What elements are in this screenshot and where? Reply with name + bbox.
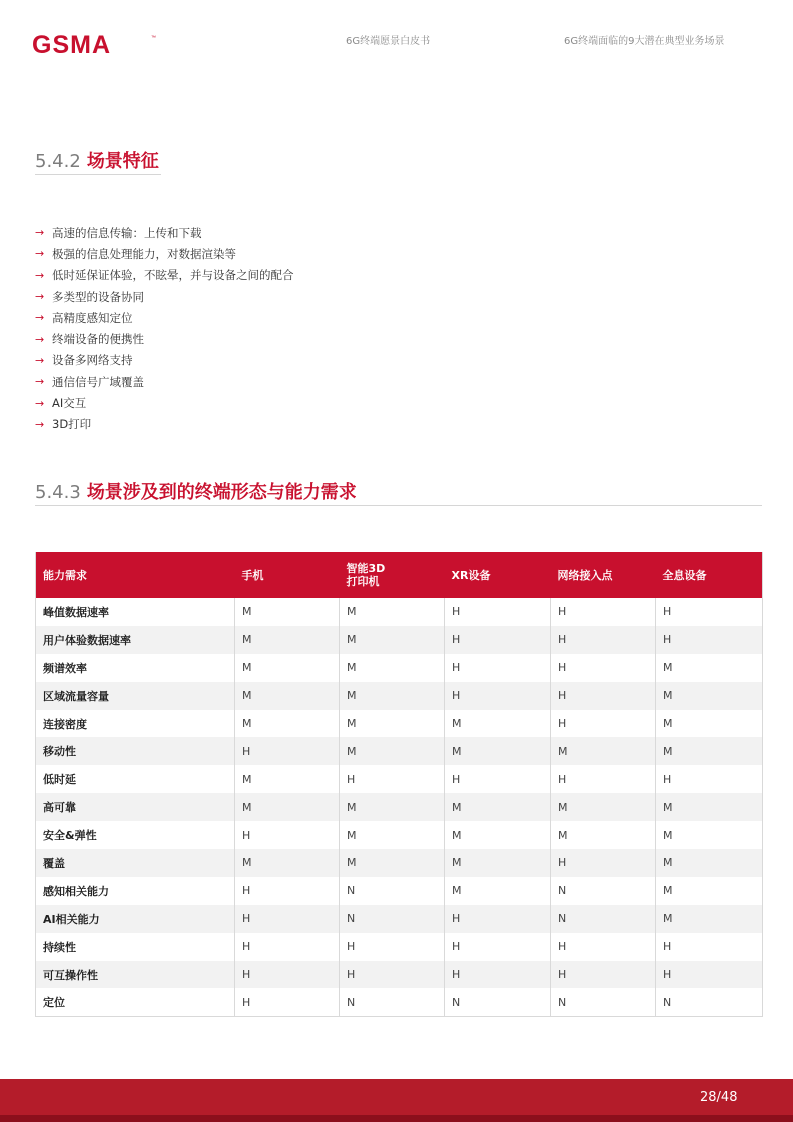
rating-cell: M <box>235 654 340 682</box>
rating-cell: N <box>551 905 656 933</box>
list-item: → AI交互 <box>35 396 87 411</box>
rating-cell: M <box>656 682 763 710</box>
row-label-cell: 定位 <box>36 988 235 1016</box>
rating-cell: M <box>445 793 551 821</box>
running-title-left: 6G终端愿景白皮书 <box>346 36 431 47</box>
row-label-cell: 感知相关能力 <box>36 877 235 905</box>
rating-cell: M <box>656 849 763 877</box>
table-row <box>36 765 763 793</box>
rating-cell: N <box>551 988 656 1016</box>
row-label-cell: 覆盖 <box>36 849 235 877</box>
rating-cell: H <box>340 961 445 989</box>
arrow-right-icon: → <box>35 375 45 389</box>
rating-cell: H <box>656 961 763 989</box>
rating-cell: H <box>551 710 656 738</box>
rating-cell: M <box>445 877 551 905</box>
rating-cell: M <box>663 884 673 898</box>
list-item: → 低时延保证体验，不眩晕，并与设备之间的配合 <box>35 268 294 283</box>
rating-cell: H <box>551 849 656 877</box>
rating-cell: M <box>235 626 340 654</box>
running-title-right: 6G终端面临的9大潜在典型业务场景 <box>564 36 725 47</box>
table-body <box>36 598 763 1017</box>
rating-cell: H <box>235 961 340 989</box>
row-label-cell: 持续性 <box>36 933 235 961</box>
rating-cell: M <box>340 710 445 738</box>
rating-cell: M <box>656 737 763 765</box>
rating-cell: M <box>445 710 551 738</box>
table-row <box>36 849 763 877</box>
rating-cell: H <box>235 905 340 933</box>
arrow-right-icon: → <box>35 417 45 431</box>
rating-cell: M <box>340 793 445 821</box>
page-number: 28/48 <box>700 1090 738 1105</box>
rating-cell: H <box>551 961 656 989</box>
rating-cell: N <box>340 877 445 905</box>
rating-cell: M <box>340 821 445 849</box>
list-item: → 极强的信息处理能力，对数据渲染等 <box>35 246 236 261</box>
table-row <box>36 737 763 765</box>
arrow-right-icon: → <box>35 226 45 240</box>
rating-cell: H <box>445 961 551 989</box>
rating-cell: M <box>340 598 445 626</box>
rating-cell: H <box>551 626 656 654</box>
rating-cell: M <box>656 793 763 821</box>
row-label-cell: 移动性 <box>36 737 235 765</box>
rating-cell: M <box>235 598 340 626</box>
rating-cell: M <box>340 626 445 654</box>
rating-cell: H <box>445 905 551 933</box>
row-label-cell: 频谱效率 <box>36 654 235 682</box>
row-label-cell: 连接密度 <box>36 710 235 738</box>
rating-cell: M <box>551 737 656 765</box>
rating-cell: N <box>551 877 656 905</box>
list-item: → 多类型的设备协同 <box>35 289 144 304</box>
rating-cell: M <box>656 905 763 933</box>
heading-underline <box>35 174 161 175</box>
row-label-cell: 峰值数据速率 <box>36 598 235 626</box>
rating-cell: H <box>663 605 672 619</box>
rating-cell: M <box>551 821 656 849</box>
arrow-right-icon: → <box>35 311 45 325</box>
row-label-cell: 区域流量容量 <box>36 682 235 710</box>
arrow-right-icon: → <box>35 290 45 304</box>
rating-cell: M <box>235 793 340 821</box>
table-header-cell: 智能3D 打印机 <box>340 552 445 598</box>
gsma-logo-text: GSMA <box>32 31 111 59</box>
list-item: → 高精度感知定位 <box>35 310 133 325</box>
rating-cell: M <box>445 737 551 765</box>
rating-cell: H <box>235 877 340 905</box>
rating-cell: M <box>235 682 340 710</box>
table-row <box>36 821 763 849</box>
rating-cell: M <box>340 849 445 877</box>
rating-cell: H <box>551 654 656 682</box>
heading-underline <box>35 505 762 506</box>
rating-cell: N <box>340 905 445 933</box>
row-label-cell: 可互操作性 <box>36 961 235 989</box>
rating-cell: N <box>656 988 763 1016</box>
table-row <box>36 793 763 821</box>
table-header-cell: 全息设备 <box>656 552 763 598</box>
rating-cell: H <box>445 933 551 961</box>
rating-cell: M <box>235 710 340 738</box>
row-label-cell: AI相关能力 <box>36 905 235 933</box>
row-label-cell: 低时延 <box>36 765 235 793</box>
rating-cell: M <box>663 717 673 730</box>
arrow-right-icon: → <box>35 268 45 282</box>
arrow-right-icon: → <box>35 247 45 261</box>
rating-cell: H <box>340 933 445 961</box>
rating-cell: M <box>663 828 673 842</box>
table-header-row <box>36 552 763 598</box>
rating-cell: H <box>445 654 551 682</box>
section-title: 场景特征 <box>86 151 159 172</box>
table-row <box>36 682 763 710</box>
capability-requirements-table <box>35 552 763 1017</box>
section-number: 5.4.2 <box>35 151 81 172</box>
arrow-right-icon: → <box>35 353 45 367</box>
row-label-cell: 用户体验数据速率 <box>36 626 235 654</box>
list-item: → 3D打印 <box>35 417 92 432</box>
table-row <box>36 933 763 961</box>
rating-cell: H <box>235 821 340 849</box>
rating-cell: H <box>551 933 656 961</box>
rating-cell: H <box>663 940 672 954</box>
rating-cell: H <box>656 626 763 654</box>
arrow-right-icon: → <box>35 332 45 346</box>
table-header-cell: 能力需求 <box>36 552 235 598</box>
trademark-symbol: ™ <box>151 35 156 41</box>
list-item: → 终端设备的便携性 <box>35 332 144 347</box>
list-item: → 设备多网络支持 <box>35 353 133 368</box>
rating-cell: M <box>340 654 445 682</box>
rating-cell: M <box>235 765 340 793</box>
rating-cell: H <box>551 765 656 793</box>
table-row <box>36 988 763 1016</box>
table-header-cell: 网络接入点 <box>551 552 656 598</box>
table-header-cell: XR设备 <box>445 552 551 598</box>
arrow-right-icon: → <box>35 396 45 410</box>
rating-cell: H <box>340 765 445 793</box>
rating-cell: H <box>445 626 551 654</box>
rating-cell: H <box>551 598 656 626</box>
gsma-logo <box>32 28 162 60</box>
list-item: → 高速的信息传输：上传和下载 <box>35 225 202 240</box>
table-row <box>36 710 763 738</box>
footer-strip <box>0 1115 793 1122</box>
table-row <box>36 654 763 682</box>
rating-cell: M <box>340 682 445 710</box>
rating-cell: N <box>445 988 551 1016</box>
table-row <box>36 626 763 654</box>
rating-cell: M <box>235 849 340 877</box>
table-row <box>36 598 763 626</box>
rating-cell: H <box>445 598 551 626</box>
scenario-features-list <box>35 222 294 435</box>
rating-cell: M <box>663 661 673 675</box>
table-header-cell: 手机 <box>235 552 340 598</box>
table-row <box>36 961 763 989</box>
rating-cell: H <box>235 988 340 1016</box>
rating-cell: H <box>445 765 551 793</box>
list-item: → 通信信号广域覆盖 <box>35 374 144 389</box>
section-title: 场景涉及到的终端形态与能力需求 <box>86 482 357 503</box>
rating-cell: M <box>445 821 551 849</box>
footer-bar <box>0 1079 793 1115</box>
row-label-cell: 高可靠 <box>36 793 235 821</box>
rating-cell: H <box>551 682 656 710</box>
rating-cell: H <box>445 682 551 710</box>
section-number: 5.4.3 <box>35 482 81 503</box>
table-row <box>36 905 763 933</box>
rating-cell: M <box>340 737 445 765</box>
row-label-cell: 安全&弹性 <box>36 821 235 849</box>
rating-cell: M <box>551 793 656 821</box>
table-row <box>36 877 763 905</box>
rating-cell: H <box>235 737 340 765</box>
rating-cell: H <box>663 772 672 786</box>
rating-cell: N <box>340 988 445 1016</box>
rating-cell: M <box>445 849 551 877</box>
rating-cell: H <box>235 933 340 961</box>
